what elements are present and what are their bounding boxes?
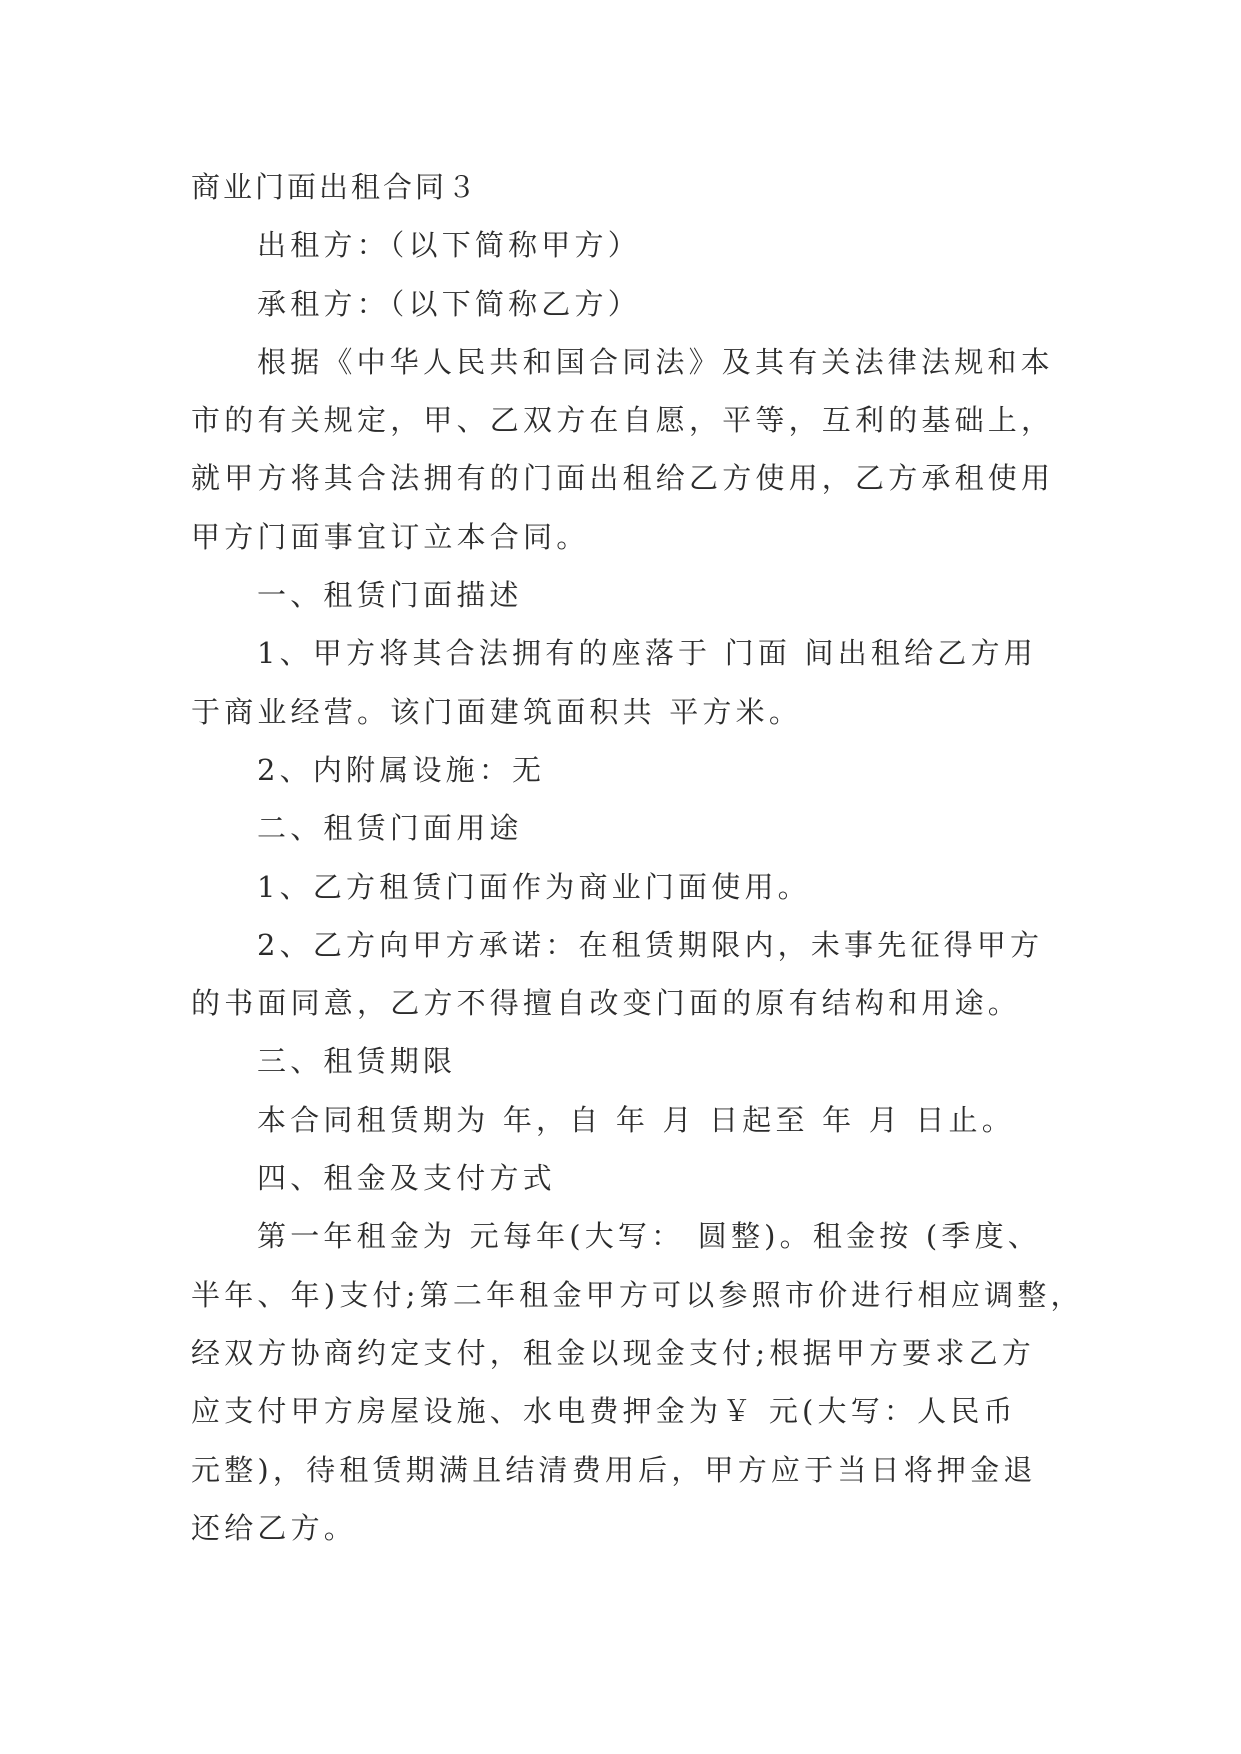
- section-1-clause-2: 2、内附属设施：无: [257, 752, 546, 787]
- section-2-clause-2-line-1: 2、乙方向甲方承诺：在租赁期限内，未事先征得甲方: [257, 927, 1044, 962]
- lessee-line: 承租方：（以下简称乙方）: [257, 286, 641, 321]
- section-4-rent-line-4: 应支付甲方房屋设施、水电费押金为￥ 元(大写：人民币: [191, 1394, 1017, 1429]
- section-1-heading: 一、租赁门面描述: [257, 578, 523, 613]
- preamble-line-2: 市的有关规定，甲、乙双方在自愿，平等，互利的基础上，: [191, 403, 1055, 438]
- section-3-term: 本合同租赁期为 年，自 年 月 日起至 年 月 日止。: [257, 1102, 1015, 1137]
- document-title: 商业门面出租合同３: [191, 170, 480, 204]
- section-4-rent-line-3: 经双方协商约定支付，租金以现金支付;根据甲方要求乙方: [191, 1335, 1035, 1370]
- section-1-clause-1-line-1: 1、甲方将其合法拥有的座落于 门面 间出租给乙方用: [257, 636, 1037, 671]
- section-4-rent-line-5: 元整)，待租赁期满且结清费用后，甲方应于当日将押金退: [191, 1452, 1037, 1487]
- section-4-rent-line-6: 还给乙方。: [191, 1510, 358, 1545]
- section-2-heading: 二、租赁门面用途: [257, 811, 523, 846]
- preamble-line-4: 甲方门面事宜订立本合同。: [191, 519, 590, 554]
- section-2-clause-1: 1、乙方租赁门面作为商业门面使用。: [257, 869, 811, 904]
- lessor-line: 出租方：（以下简称甲方）: [257, 228, 641, 263]
- document-body: [191, 158, 1084, 1557]
- section-4-heading: 四、租金及支付方式: [257, 1161, 556, 1196]
- section-4-rent-line-2: 半年、年)支付;第二年租金甲方可以参照市价进行相应调整，: [191, 1277, 1084, 1312]
- section-3-heading: 三、租赁期限: [257, 1044, 457, 1079]
- section-1-clause-1-line-2: 于商业经营。该门面建筑面积共 平方米。: [191, 694, 803, 729]
- section-4-rent-line-1: 第一年租金为 元每年(大写： 圆整)。租金按 (季度、: [257, 1219, 1041, 1254]
- section-2-clause-2-line-2: 的书面同意，乙方不得擅自改变门面的原有结构和用途。: [191, 986, 1022, 1021]
- preamble-line-1: 根据《中华人民共和国合同法》及其有关法律法规和本: [257, 344, 1054, 379]
- preamble-line-3: 就甲方将其合法拥有的门面出租给乙方使用，乙方承租使用: [191, 461, 1055, 496]
